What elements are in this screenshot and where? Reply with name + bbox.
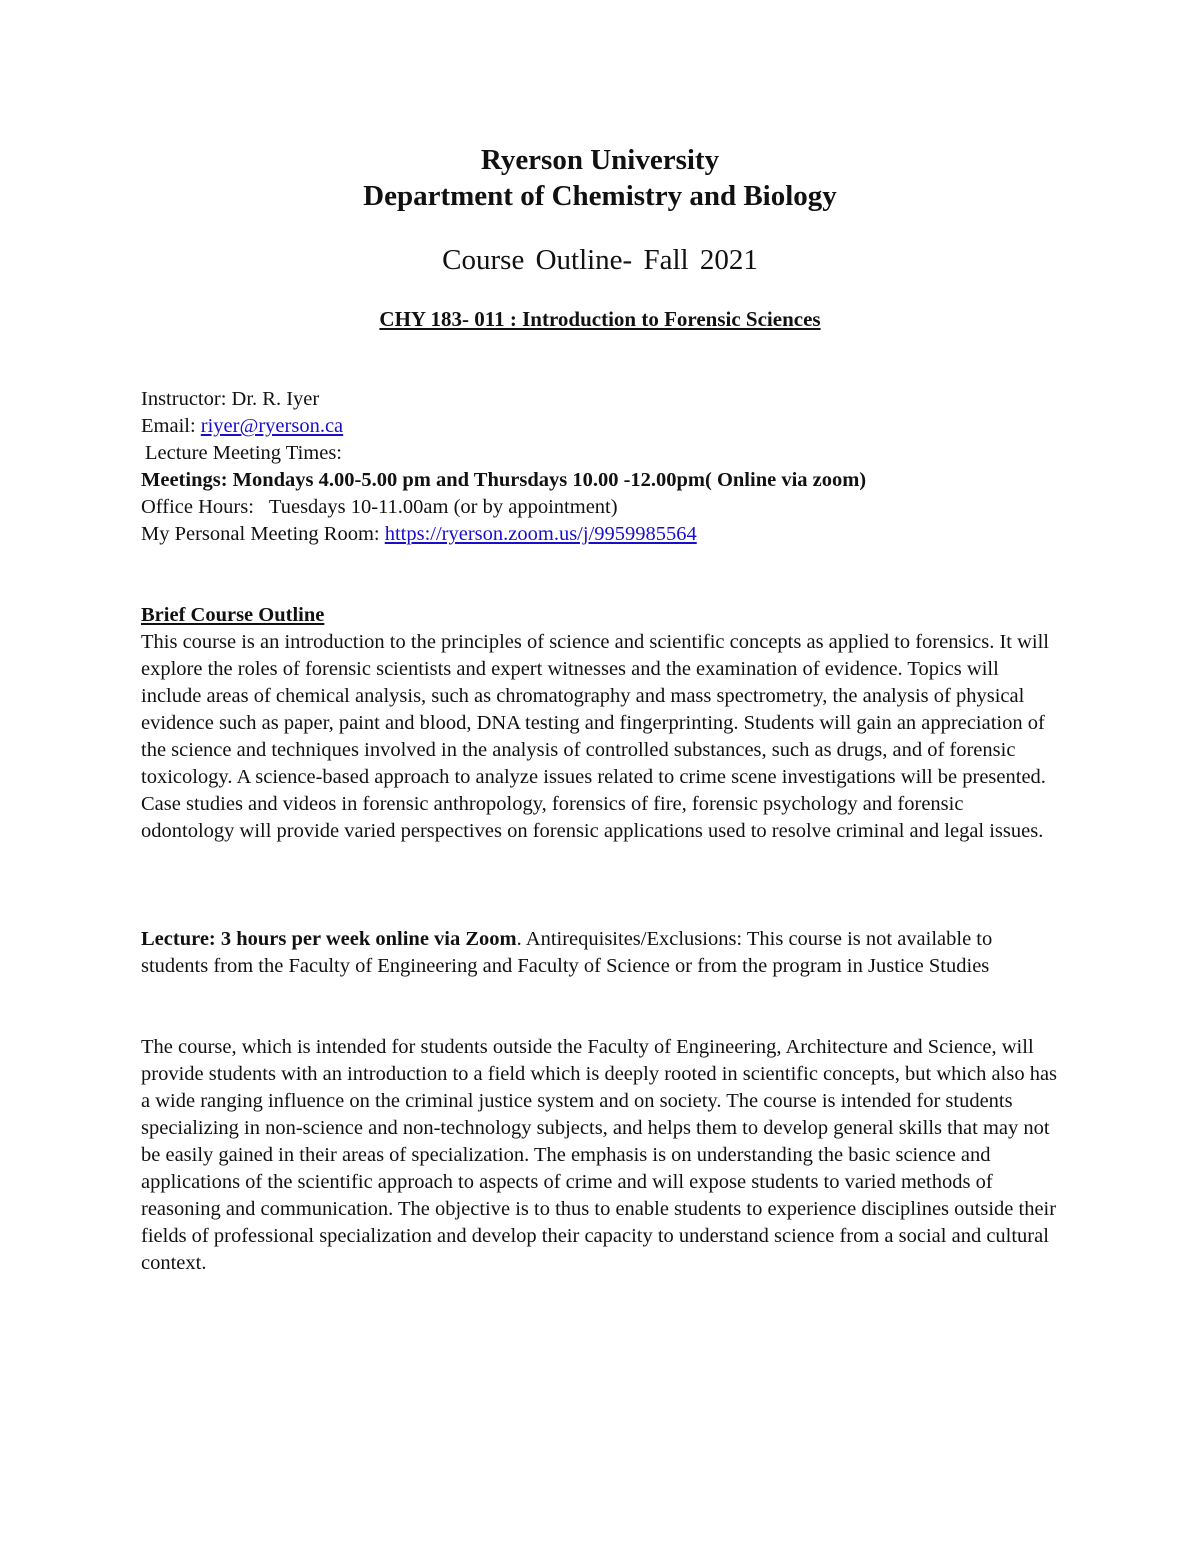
university-name: Ryerson University bbox=[480, 144, 720, 176]
meeting-room-line bbox=[141, 521, 1061, 548]
meeting-room-label: My Personal Meeting Room: bbox=[141, 523, 385, 545]
brief-outline-heading: Brief Course Outline bbox=[141, 604, 325, 626]
outline-title: Course Outline- Fall 2021 bbox=[442, 244, 758, 276]
lecture-paragraph bbox=[141, 926, 1061, 980]
email-link[interactable]: riyer@ryerson.ca bbox=[200, 415, 344, 437]
office-hours-line: Office Hours: Tuesdays 10-11.00am (or by appointment) bbox=[141, 496, 618, 518]
department-name: Department of Chemistry and Biology bbox=[363, 180, 837, 212]
lecture-text: . Antirequisites/Exclusions: This course is not available to students from the Faculty of Engineering and Faculty of Science or from the program in Justice Studies bbox=[141, 928, 993, 977]
lecture-times-line: Lecture Meeting Times: bbox=[145, 442, 343, 464]
email-line bbox=[141, 413, 1061, 440]
brief-outline-text: This course is an introduction to the principles of science and scientific concepts as applied to forensics. It will explore the roles of forensic scientists and expert witnesses and the examination of evidence. Topics will include areas of chemical analysis, such as chromatography and mass spectrometry, the analysis of physical evidence such as paper, paint and blood, DNA testing and fingerprinting. Students will gain an appreciation of the science and techniques involved in the analysis of controlled substances, such as drugs, and of forensic toxicology. A science-based approach to analyze issues related to crime scene investigations will be presented. Case studies and videos in forensic anthropology, forensics of fire, forensic psychology and forensic odontology will provide varied perspectives on forensic applications used to resolve criminal and legal issues. bbox=[141, 631, 1050, 842]
brief-outline-section bbox=[141, 602, 1061, 845]
course-description-section bbox=[141, 1034, 1061, 1277]
meeting-room-link[interactable]: https://ryerson.zoom.us/j/9959985564 bbox=[384, 523, 697, 545]
lecture-section bbox=[141, 926, 1061, 980]
instructor-line: Instructor: Dr. R. Iyer bbox=[141, 388, 320, 410]
lecture-bold-text: Lecture: 3 hours per week online via Zoom bbox=[141, 928, 517, 950]
course-description-text: The course, which is intended for students outside the Faculty of Engineering, Architecture and Science, will provide students with an introduction to a field which is deeply rooted in scientific concepts, but which also has a wide ranging influence on the criminal justice system and on society. The course is intended for students specializing in non-science and non-technology subjects, and helps them to develop general skills that may not be easily gained in their areas of specialization. The emphasis is on understanding the basic science and applications of the scientific approach to aspects of crime and will expose students to varied methods of reasoning and communication. The objective is to thus to enable students to experience disciplines outside their fields of professional specialization and develop their capacity to understand science from a social and cultural context. bbox=[141, 1036, 1058, 1274]
email-label: Email: bbox=[141, 415, 201, 437]
instructor-info bbox=[141, 386, 1061, 548]
course-code-title: CHY 183- 011 : Introduction to Forensic Sciences bbox=[379, 307, 821, 331]
meetings-line: Meetings: Mondays 4.00-5.00 pm and Thursdays 10.00 -12.00pm( Online via zoom) bbox=[141, 469, 867, 491]
